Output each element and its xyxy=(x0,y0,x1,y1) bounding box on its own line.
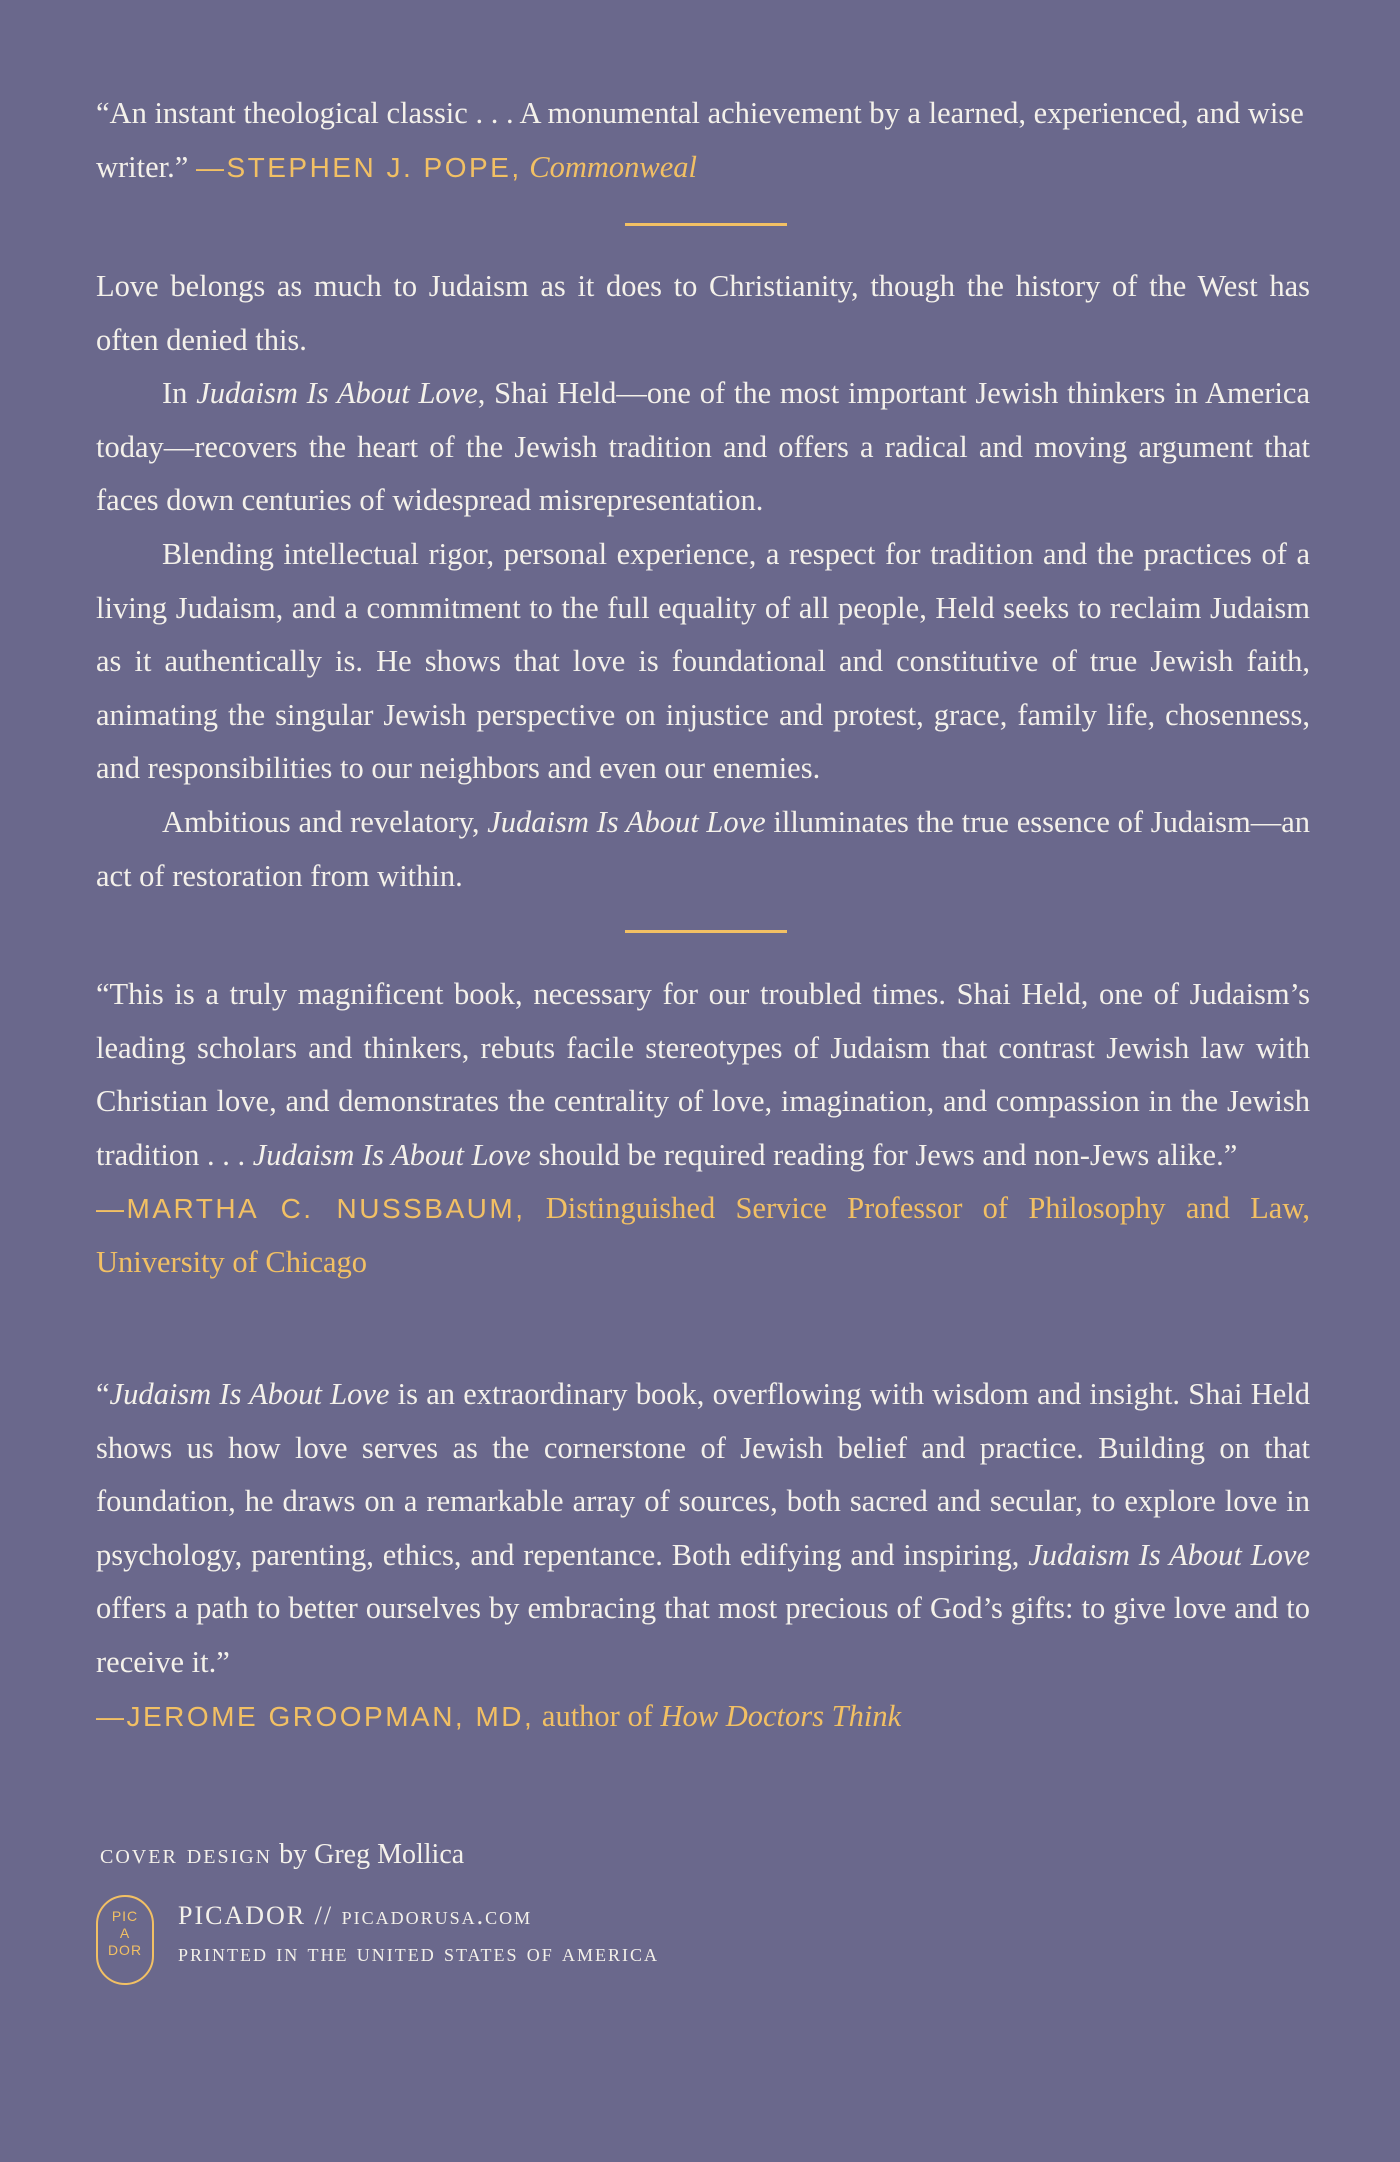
top-quote-attribution-source: Commonweal xyxy=(529,149,697,184)
top-quote-text: “An instant theological classic . . . A monumental achievement by a learned, experienced, and wise writer.” xyxy=(96,96,1304,184)
quote-nussbaum-attribution-role: Distinguished Service Professor of Philosophy and Law, University of Chicago xyxy=(96,1191,1310,1279)
quote-groopman-attribution-book: How Doctors Think xyxy=(660,1698,902,1733)
quote-groopman-attribution-role: author of xyxy=(534,1698,661,1733)
description-paragraph-2: In Judaism Is About Love, Shai Held—one of the most important Jewish thinkers in America today—recovers the heart of the Jewish tradition and offers a radical and moving argument that faces down centuries of widespread misrepresentation. xyxy=(96,376,1310,518)
top-quote xyxy=(96,87,1310,194)
quote-nussbaum-attribution-name: —MARTHA C. NUSSBAUM, xyxy=(96,1193,526,1225)
publisher-name: PICADOR // xyxy=(178,1901,342,1930)
book-title: Judaism Is About Love xyxy=(252,1137,531,1172)
quote-groopman-text: “Judaism Is About Love is an extraordinary book, overflowing with wisdom and insight. Shai Held shows us how love serves as the cornerstone of Jewish belief and practice. Building on that foundation, he draws on a remarkable array of sources, both sacred and secular, to explore love in psychology, parenting, ethics, and repentance. Both edifying and inspiring, Judaism Is About Love offers a path to better ourselves by embracing that most precious of God’s gifts: to give love and to receive it.” xyxy=(96,1377,1310,1679)
top-quote-attribution-name: —STEPHEN J. POPE, xyxy=(195,151,522,183)
divider-rule-middle xyxy=(625,930,787,933)
book-title: Judaism Is About Love xyxy=(1028,1537,1310,1572)
publisher-line xyxy=(178,1901,532,1931)
quote-nussbaum-text: “This is a truly magnificent book, necessary for our troubled times. Shai Held, one of Judaism’s leading scholars and thinkers, rebuts facile stereotypes of Judaism that contrast Jewish law with Christian love, and demonstrates the centrality of love, imagination, and compassion in the Jewish tradition . . . Judaism Is About Love should be required reading for Jews and non-Jews alike.” xyxy=(96,977,1310,1172)
cover-designer: by Greg Mollica xyxy=(272,1839,465,1870)
cover-design-credit xyxy=(100,1839,464,1871)
picador-logo: PIC A DOR xyxy=(96,1895,154,1985)
description-paragraph-4: Ambitious and revelatory, Judaism Is About Love illuminates the true essence of Judaism—an act of restoration from within. xyxy=(96,804,1310,893)
book-title: Judaism Is About Love xyxy=(487,804,766,839)
description-paragraph-3: Blending intellectual rigor, personal experience, a respect for tradition and the practices of a living Judaism, and a commitment to the full equality of all people, Held seeks to reclaim Judaism as it authentically is. He shows that love is foundational and constitutive of true Jewish faith, animating the singular Jewish perspective on injustice and protest, grace, family life, chosenness, and responsibilities to our neighbors and even our enemies. xyxy=(96,536,1310,786)
quote-nussbaum-attribution xyxy=(96,1182,1310,1289)
publisher-website: picadorusa.com xyxy=(341,1901,533,1930)
quote-groopman-attribution xyxy=(96,1690,1310,1744)
description-paragraph-1: Love belongs as much to Judaism as it does to Christianity, though the history of the West has often denied this. xyxy=(96,269,1310,357)
divider-rule-top xyxy=(625,223,787,226)
book-title: Judaism Is About Love xyxy=(196,376,478,411)
printed-in-line: printed in the united states of america xyxy=(178,1940,660,1967)
book-description xyxy=(96,260,1310,903)
book-title: Judaism Is About Love xyxy=(109,1377,390,1411)
cover-design-label: cover design xyxy=(100,1839,273,1870)
quote-groopman-attribution-name: —JEROME GROOPMAN, MD, xyxy=(96,1700,535,1732)
quote-nussbaum xyxy=(96,968,1310,1290)
quote-groopman xyxy=(96,1368,1310,1743)
